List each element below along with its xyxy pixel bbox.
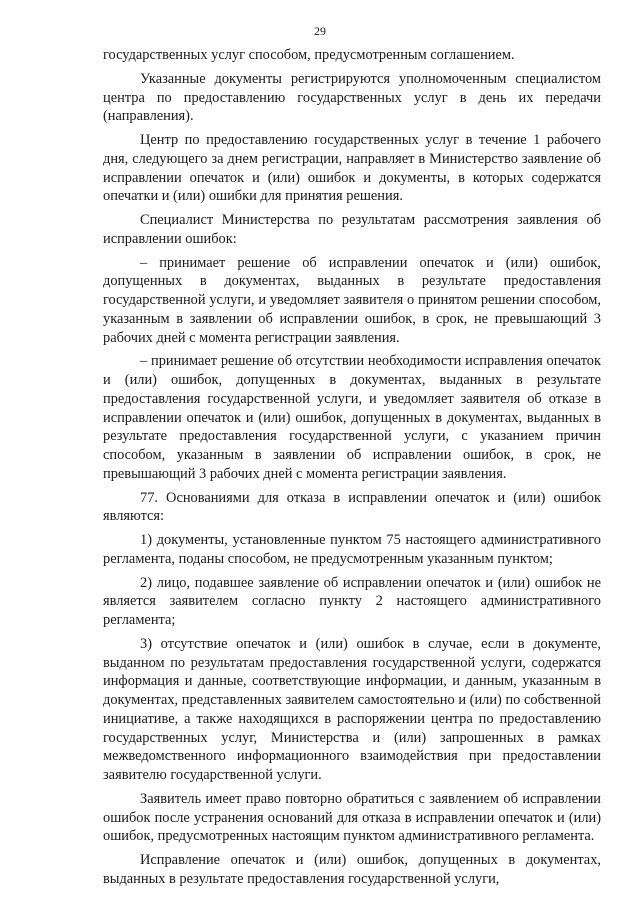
paragraph: Центр по предоставлению государственных услуг в течение 1 рабочего дня, следующего за днем регистрации, направляет в Министерство заявление об исправлении опечаток и (или) ошибок и документы, в которых содержатся опечатки и (или) ошибки для принятия решения. — [103, 132, 601, 205]
paragraph: Заявитель имеет право повторно обратиться с заявлением об исправлении ошибок после устранения оснований для отказа в исправлении опечаток и (или) ошибок, предусмотренных настоящим пунктом административного регламента. — [103, 790, 601, 845]
paragraph: Специалист Министерства по результатам рассмотрения заявления об исправлении ошибок: — [103, 212, 601, 247]
paragraph: Указанные документы регистрируются уполномоченным специалистом центра по предоставлению государственных услуг в день их передачи (направления). — [103, 70, 601, 125]
list-item: – принимает решение об исправлении опечаток и (или) ошибок, допущенных в документах, выданных в результате предоставления государственной услуги, и уведомляет заявителя о принятом решении способом, указанным в заявлении об исправлении ошибок, в срок, не превышающий 3 рабочих дней с момента регистрации заявления. — [103, 254, 601, 346]
list-item: 3) отсутствие опечаток и (или) ошибок в случае, если в документе, выданном по результатам предоставления государственной услуги, содержатся информация и данные, соответствующие информации, и данным, указанным в документах, представленных заявителем самостоятельно и (или) по собственной инициативе, а также находящихся в распоряжении центра по предоставлению государственных услуг, Министерства и (или) запрошенных в рамках межведомственного информационного взаимодействия при предоставлении заявителю государственной услуги. — [103, 635, 601, 783]
list-item: 2) лицо, подавшее заявление об исправлении опечаток и (или) ошибок не является заявителем согласно пункту 2 настоящего административного регламента; — [103, 574, 601, 628]
paragraph: Исправление опечаток и (или) ошибок, допущенных в документах, выданных в результате предоставления государственной услуги, — [103, 852, 601, 887]
document-body — [103, 46, 601, 889]
page-number: 29 — [314, 24, 326, 38]
list-item: 1) документы, установленные пунктом 75 настоящего административного регламента, поданы способом, не предусмотренным указанным пунктом; — [103, 532, 601, 567]
paragraph: государственных услуг способом, предусмотренным соглашением. — [103, 47, 515, 63]
list-item: – принимает решение об отсутствии необходимости исправления опечаток и (или) ошибок, допущенных в документах, выданных в результате предоставления государственной услуги, и уведомляет заявителя об отказе в исправлении опечаток и (или) ошибок, допущенных в документах, выданных в результате предоставления государственной услуги, с указанием причин способом, указанным в заявлении об исправлении ошибок, в срок, не превышающий 3 рабочих дней с момента регистрации заявления. — [103, 353, 601, 482]
paragraph: 77. Основаниями для отказа в исправлении опечаток и (или) ошибок являются: — [103, 489, 601, 525]
